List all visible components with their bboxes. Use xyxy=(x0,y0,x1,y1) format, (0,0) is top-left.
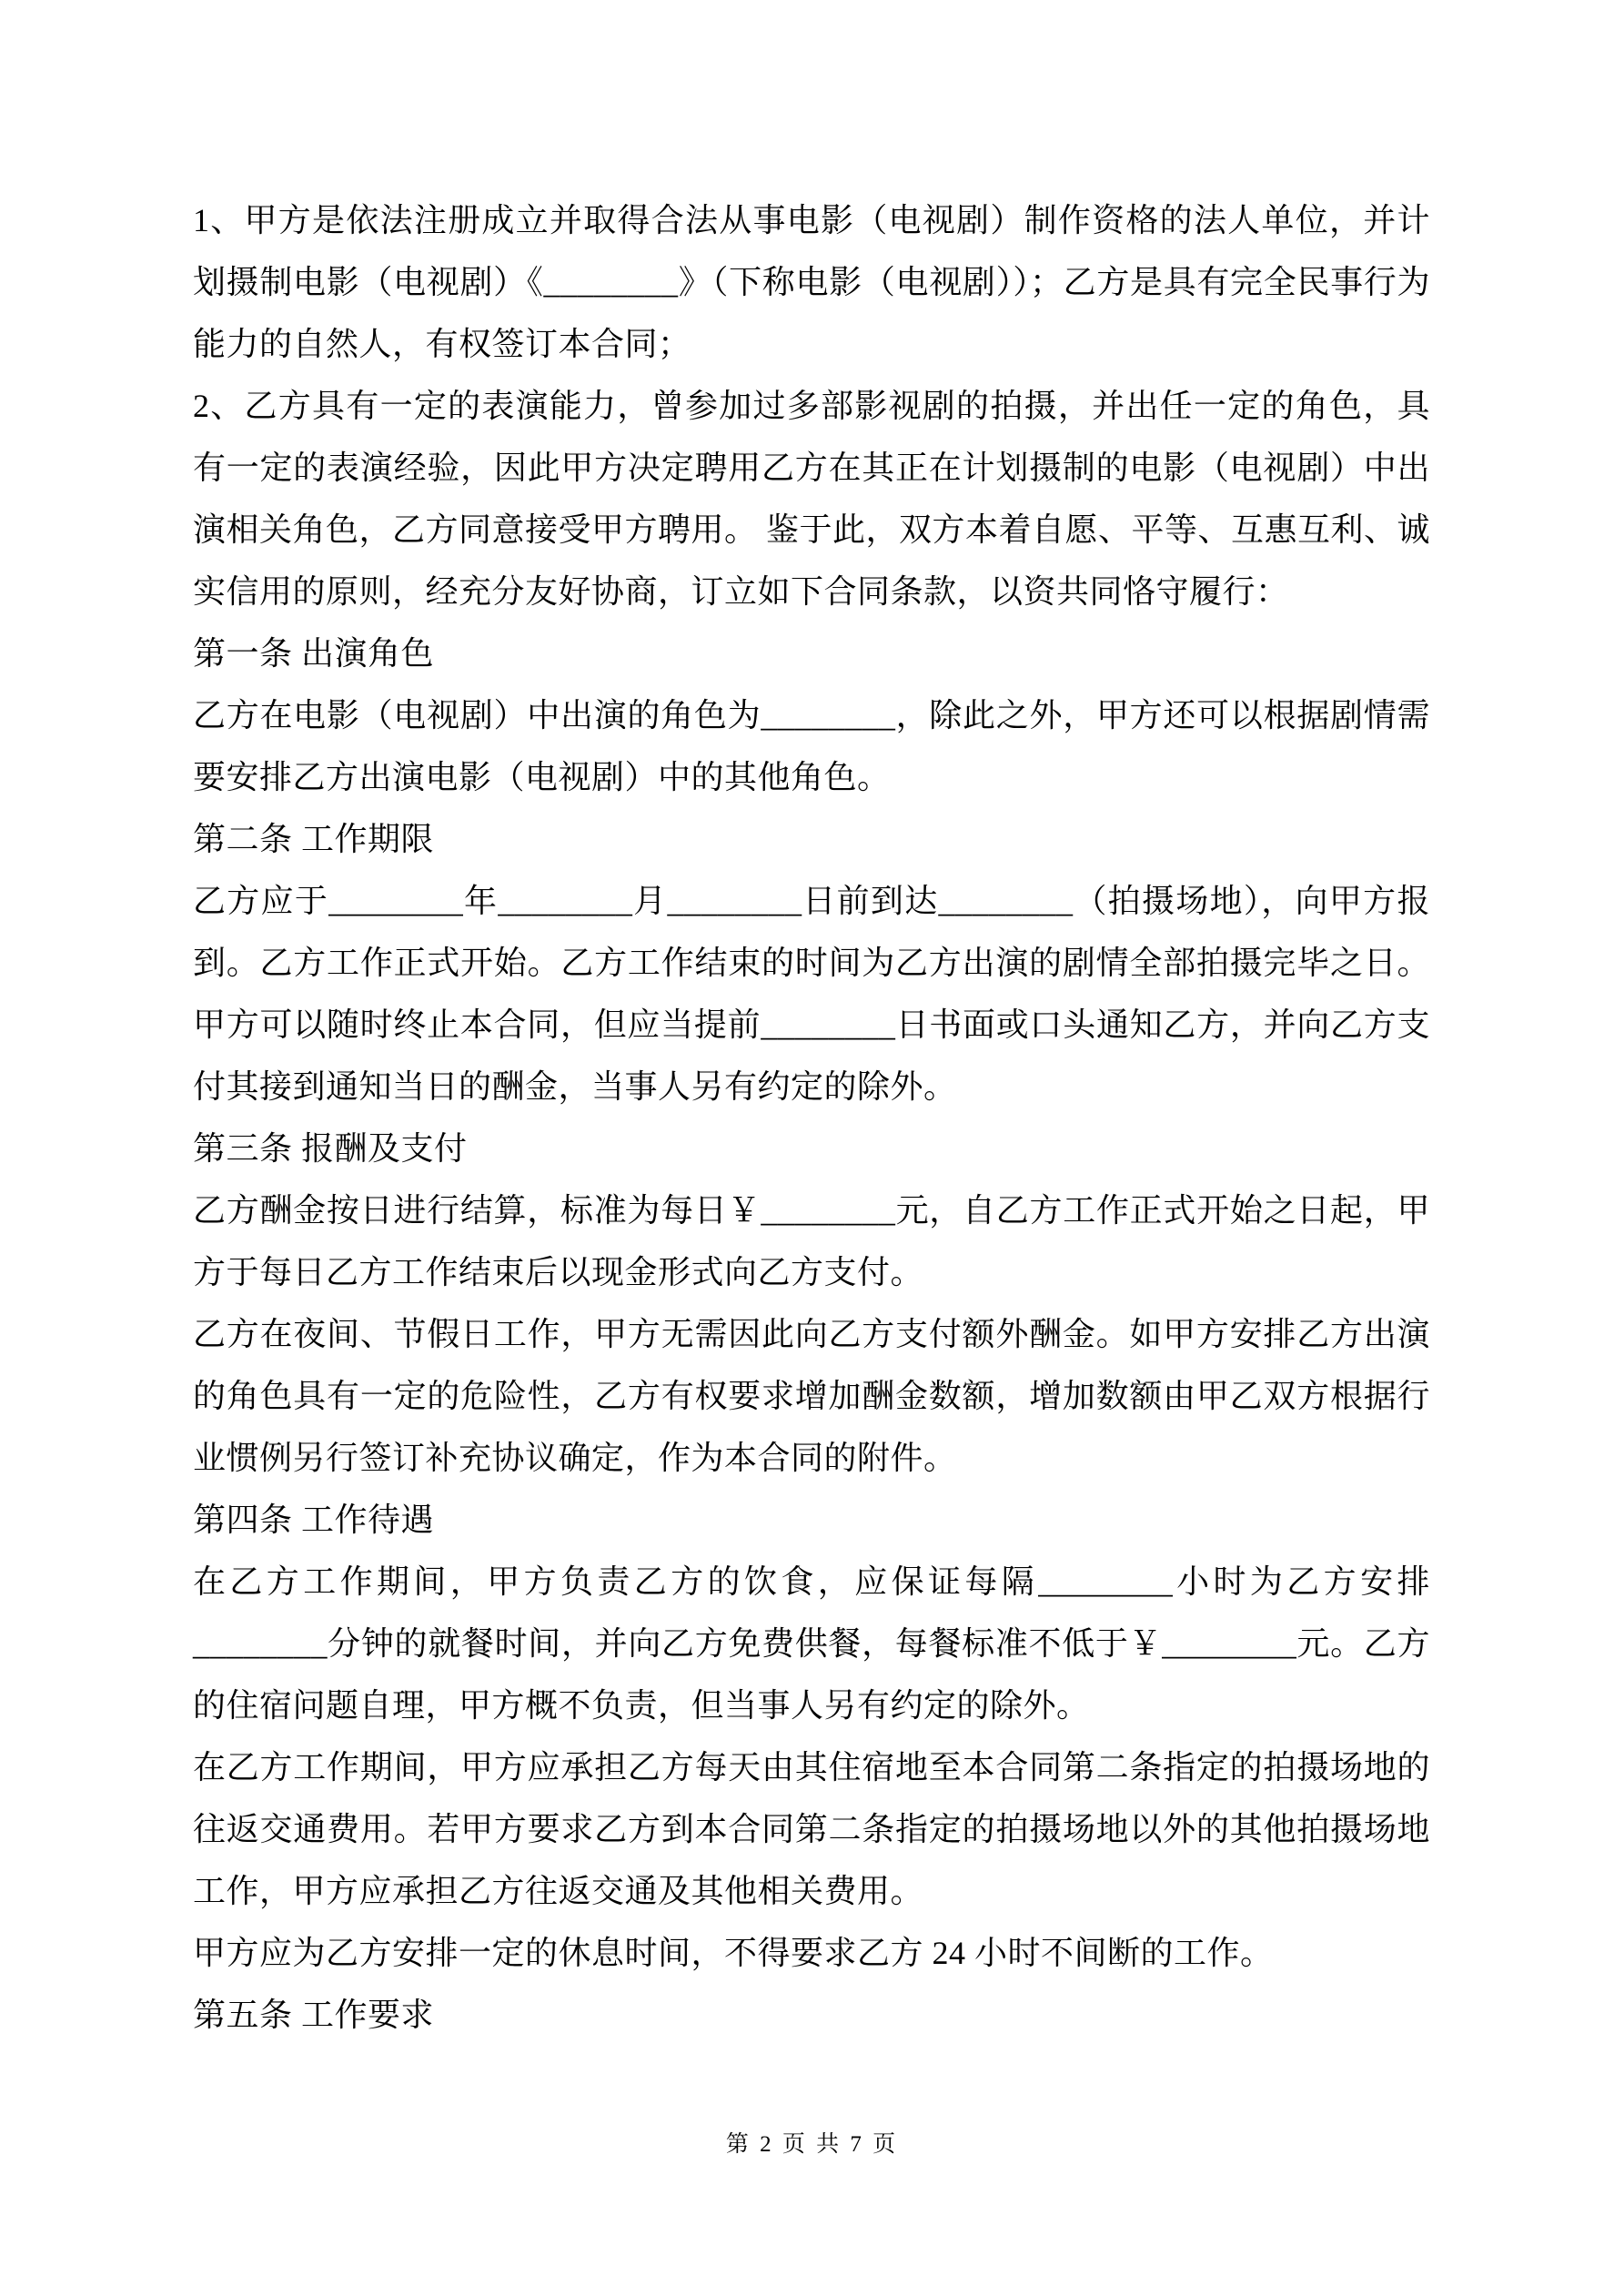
contract-body xyxy=(193,189,1430,2046)
page-number: 第 2 页 共 7 页 xyxy=(725,2132,899,2157)
section-heading: 第二条 工作期限 xyxy=(193,821,435,857)
contract-paragraph: 在乙方工作期间，甲方应承担乙方每天由其住宿地至本合同第二条指定的拍摄场地的往返交通费用。若甲方要求乙方到本合同第二条指定的拍摄场地以外的其他拍摄场地工作，甲方应承担乙方往返交通及其他相关费用。 xyxy=(193,1749,1430,1909)
contract-paragraph: 乙方在电影（电视剧）中出演的角色为________，除此之外，甲方还可以根据剧情需要安排乙方出演电影（电视剧）中的其他角色。 xyxy=(193,697,1430,795)
section-heading: 第三条 报酬及支付 xyxy=(193,1130,468,1167)
section-heading: 第四条 工作待遇 xyxy=(193,1502,435,1538)
contract-paragraph: 乙方应于________年________月________日前到达________（拍摄场地），向甲方报到。乙方工作正式开始。乙方工作结束的时间为乙方出演的剧情全部拍摄完毕之日。甲方可以随时终止本合同，但应当提前________日书面或口头通知乙方，并向乙方支付其接到通知当日的酬金，当事人另有约定的除外。 xyxy=(193,883,1430,1105)
section-heading: 第五条 工作要求 xyxy=(193,1997,435,2033)
contract-paragraph: 在乙方工作期间，甲方负责乙方的饮食，应保证每隔________小时为乙方安排________分钟的就餐时间，并向乙方免费供餐，每餐标准不低于￥________元。乙方的住宿问题自理，甲方概不负责，但当事人另有约定的除外。 xyxy=(193,1563,1430,1724)
contract-paragraph: 乙方酬金按日进行结算，标准为每日￥________元，自乙方工作正式开始之日起，甲方于每日乙方工作结束后以现金形式向乙方支付。 xyxy=(193,1192,1430,1290)
contract-paragraph: 1、甲方是依法注册成立并取得合法从事电影（电视剧）制作资格的法人单位，并计划摄制电影（电视剧）《________》（下称电影（电视剧））；乙方是具有完全民事行为能力的自然人，有权签订本合同； xyxy=(193,202,1430,362)
contract-paragraph: 乙方在夜间、节假日工作，甲方无需因此向乙方支付额外酬金。如甲方安排乙方出演的角色具有一定的危险性，乙方有权要求增加酬金数额，增加数额由甲乙双方根据行业惯例另行签订补充协议确定，作为本合同的附件。 xyxy=(193,1316,1430,1476)
section-heading: 第一条 出演角色 xyxy=(193,635,435,672)
contract-paragraph: 2、乙方具有一定的表演能力，曾参加过多部影视剧的拍摄，并出任一定的角色，具有一定的表演经验，因此甲方决定聘用乙方在其正在计划摄制的电影（电视剧）中出演相关角色，乙方同意接受甲方聘用。 鉴于此，双方本着自愿、平等、互惠互利、诚实信用的原则，经充分友好协商，订立如下合同条款，以资共同恪守履行： xyxy=(193,388,1431,610)
contract-paragraph: 甲方应为乙方安排一定的休息时间，不得要求乙方 24 小时不间断的工作。 xyxy=(193,1935,1274,1971)
